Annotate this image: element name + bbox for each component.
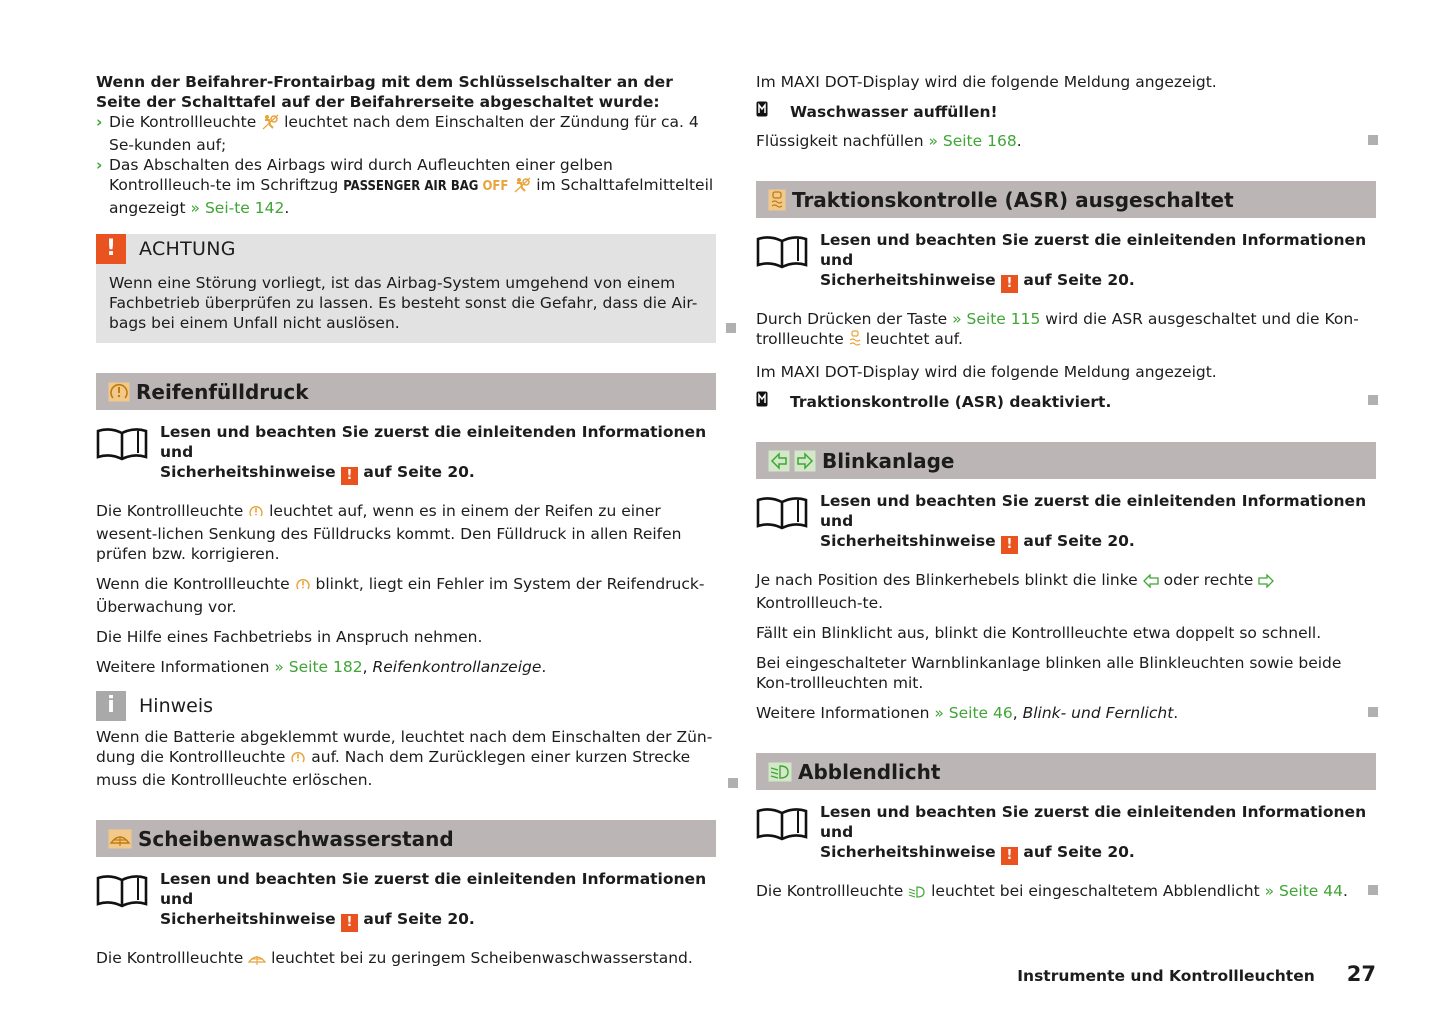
paragraph: Im MAXI DOT-Display wird die folgende Meldung angezeigt.: [756, 73, 1217, 91]
page-link[interactable]: » Seite 182: [274, 658, 363, 676]
warning-icon: !: [96, 234, 126, 264]
tyre-pressure-icon: [248, 504, 264, 524]
bullet-arrow-icon: ›: [96, 156, 103, 174]
traction-control-icon: [849, 330, 861, 352]
warning-box: [96, 234, 716, 343]
note-text: Wenn die Batterie abgeklemmt wurde, leuchtet nach dem Einschalten der Zün-dung die Kontrollleuchte auf. Nach dem Zurücklegen einer kurzen Strecke muss die Kontrollleuchte erlöschen.: [96, 727, 716, 790]
maxi-dot-icon: [756, 391, 790, 412]
book-icon: [756, 235, 808, 269]
reference-note: Lesen und beachten Sie zuerst die einleitenden Informationen und Sicherheitshinweise ! auf Seite 20.: [756, 230, 1376, 293]
warning-text: Wenn eine Störung vorliegt, ist das Airbag-System umgehend von einem Fachbetrieb überprüfen zu lassen. Es besteht sonst die Gefahr, dass die Air-bags bei einem Unfall nicht auslösen.: [109, 274, 698, 332]
page-link[interactable]: » Seite 44: [1264, 882, 1343, 900]
washer-fluid-icon: [248, 951, 266, 971]
book-icon: [96, 427, 148, 461]
section-header-washer-fluid: Scheibenwaschwasserstand: [96, 820, 716, 857]
list-item: › Die Kontrollleuchte leuchtet nach dem Einschalten der Zündung für ca. 4 Se-kunden auf;: [96, 113, 699, 154]
warning-title: ACHTUNG: [139, 238, 236, 260]
paragraph: Die Kontrollleuchte leuchtet auf, wenn es in einem der Reifen zu einer wesent-lichen Senkung des Fülldrucks kommt. Den Fülldruck in allen Reifen prüfen bzw. korrigieren.: [96, 502, 682, 563]
info-icon: i: [96, 691, 126, 721]
warning-icon: !: [341, 467, 358, 485]
tyre-pressure-icon: [108, 382, 130, 402]
section-end-marker: [726, 323, 736, 333]
book-icon: [96, 874, 148, 908]
traction-control-icon: [768, 189, 786, 211]
section-header-tyre-pressure: Reifenfülldruck: [96, 373, 716, 410]
page-link[interactable]: » Seite 46: [934, 704, 1013, 722]
low-beam-icon: [908, 884, 926, 904]
paragraph: Durch Drücken der Taste » Seite 115 wird die ASR ausgeschaltet und die Kon-trollleuchte leuchtet auf.: [756, 309, 1376, 352]
paragraph: Flüssigkeit nachfüllen » Seite 168.: [756, 131, 1376, 151]
paragraph: Im MAXI DOT-Display wird die folgende Meldung angezeigt.: [756, 363, 1217, 381]
section-header-low-beam: Abblendlicht: [756, 753, 1376, 790]
page-link[interactable]: » Seite 168: [928, 132, 1017, 150]
washer-fluid-icon: [108, 829, 132, 849]
maxi-dot-icon: [756, 101, 790, 122]
right-turn-signal-icon: [1258, 573, 1274, 593]
book-icon: [756, 496, 808, 530]
paragraph: Bei eingeschalteter Warnblinkanlage blinken alle Blinkleuchten sowie beide Kon-trollleuchten mit.: [756, 654, 1342, 692]
book-icon: [756, 807, 808, 841]
section-header-turn-signals: Blinkanlage: [756, 442, 1376, 479]
page-number: 27: [1346, 962, 1376, 986]
chapter-title: Instrumente und Kontrollleuchten: [1017, 967, 1315, 985]
section-end-marker: [1368, 885, 1378, 895]
paragraph: Die Kontrollleuchte leuchtet bei eingeschaltetem Abblendlicht » Seite 44.: [756, 881, 1376, 904]
turn-signal-icons: [768, 450, 816, 472]
warning-icon: !: [1001, 847, 1018, 865]
reference-note: Lesen und beachten Sie zuerst die einleitenden Informationen und Sicherheitshinweise ! auf Seite 20.: [756, 491, 1376, 554]
bullet-arrow-icon: ›: [96, 113, 103, 131]
reference-note: Lesen und beachten Sie zuerst die einleitenden Informationen und Sicherheitshinweise ! auf Seite 20.: [96, 869, 716, 932]
paragraph: Je nach Position des Blinkerhebels blinkt die linke oder rechte Kontrollleuch-te.: [756, 570, 1376, 613]
airbag-off-icon: [261, 114, 279, 135]
section-end-marker: [728, 778, 738, 788]
page-link[interactable]: » Seite 115: [952, 310, 1041, 328]
warning-icon: !: [341, 914, 358, 932]
paragraph: Weitere Informationen » Seite 182, Reifenkontrollanzeige.: [96, 658, 547, 676]
display-message: Waschwasser auffüllen!: [756, 101, 1376, 122]
paragraph: Wenn die Kontrollleuchte blinkt, liegt ein Fehler im System der Reifendruck-Überwachung vor.: [96, 575, 705, 616]
paragraph: Weitere Informationen » Seite 46, Blink- und Fernlicht.: [756, 703, 1376, 723]
note-header: [96, 691, 716, 721]
warning-icon: !: [1001, 275, 1018, 293]
list-item: › Das Abschalten des Airbags wird durch Aufleuchten einer gelben Kontrollleuch-te im Schriftzug PASSENGER AIR BAG OFF im Schalttafelmittelteil angezeigt » Sei-te 142.: [96, 156, 714, 217]
note-title: Hinweis: [139, 695, 214, 717]
reference-note: Lesen und beachten Sie zuerst die einleitenden Informationen und Sicherheitshinweise ! auf Seite 20.: [96, 422, 716, 485]
tyre-pressure-icon: [290, 750, 306, 770]
left-column: [96, 72, 716, 971]
display-message: Traktionskontrolle (ASR) deaktiviert.: [756, 391, 1376, 412]
section-end-marker: [1368, 395, 1378, 405]
airbag-off-icon: [513, 177, 531, 198]
section-header-traction-control: Traktionskontrolle (ASR) ausgeschaltet: [756, 181, 1376, 218]
paragraph: Die Hilfe eines Fachbetriebs in Anspruch nehmen.: [96, 628, 483, 646]
passenger-airbag-label: PASSENGER AIR BAG OFF: [343, 179, 509, 194]
reference-note: Lesen und beachten Sie zuerst die einleitenden Informationen und Sicherheitshinweise ! auf Seite 20.: [756, 802, 1376, 865]
page-footer: [1017, 964, 1376, 986]
paragraph: Die Kontrollleuchte leuchtet bei zu geringem Scheibenwaschwasserstand.: [96, 948, 716, 971]
tyre-pressure-icon: [295, 577, 311, 597]
paragraph: Fällt ein Blinklicht aus, blinkt die Kontrollleuchte etwa doppelt so schnell.: [756, 624, 1322, 642]
section-end-marker: [1368, 135, 1378, 145]
left-turn-signal-icon: [1143, 573, 1159, 593]
page-link[interactable]: » Sei-te 142: [190, 199, 285, 217]
section-end-marker: [1368, 707, 1378, 717]
warning-icon: !: [1001, 536, 1018, 554]
airbag-intro-heading: Wenn der Beifahrer-Frontairbag mit dem Schlüsselschalter an der Seite der Schalttafel auf der Beifahrerseite abgeschaltet wurde:: [96, 73, 673, 111]
low-beam-icon: [768, 762, 792, 782]
right-column: [756, 72, 1376, 904]
